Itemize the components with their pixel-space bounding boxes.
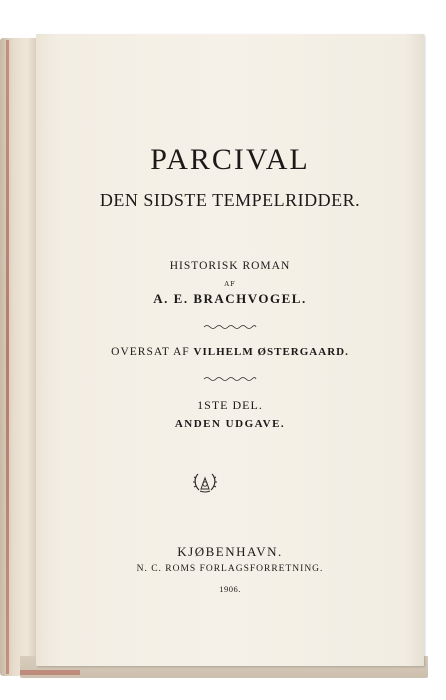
edition-line: ANDEN UDGAVE. bbox=[174, 418, 286, 430]
volume-part: 1STE DEL. bbox=[197, 398, 263, 412]
publication-year: 1906. bbox=[219, 584, 241, 594]
wreath-emblem-icon bbox=[192, 470, 218, 494]
binding-corner bbox=[20, 670, 80, 675]
divider-rule bbox=[36, 324, 424, 330]
translator-prefix: OVERSAT AF bbox=[111, 346, 190, 358]
binding-edge bbox=[6, 40, 9, 674]
translator-name: VILHELM ØSTERGAARD. bbox=[193, 346, 349, 358]
title-page bbox=[36, 34, 424, 666]
publisher-name: N. C. ROMS FORLAGSFORRETNING. bbox=[136, 564, 324, 574]
book-title: PARCIVAL bbox=[150, 143, 310, 176]
book-subtitle: DEN SIDSTE TEMPELRIDDER. bbox=[99, 190, 361, 210]
by-word: AF bbox=[224, 280, 236, 288]
divider-rule bbox=[36, 376, 424, 382]
publication-city: KJØBENHAVN. bbox=[177, 544, 283, 559]
translator-line bbox=[36, 346, 424, 358]
genre-line: HISTORISK ROMAN bbox=[169, 260, 291, 272]
author-name: A. E. BRACHVOGEL. bbox=[153, 291, 307, 306]
